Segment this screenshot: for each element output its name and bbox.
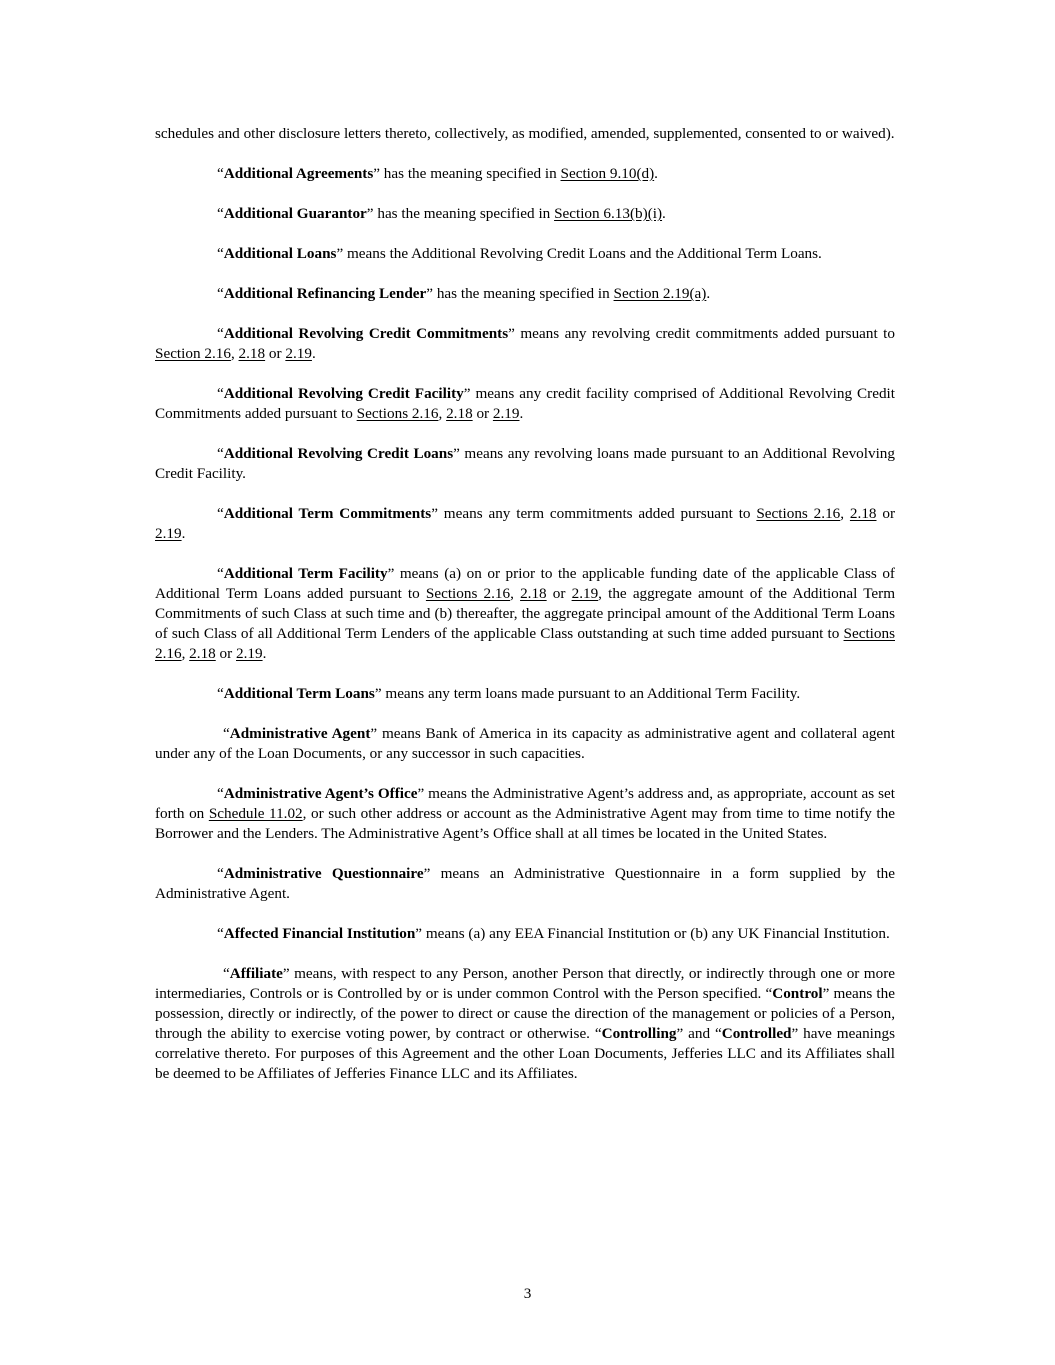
defined-term: Additional Agreements [223,165,374,182]
definition-text: , [181,645,190,662]
definition-additional-loans: “Additional Loans” means the Additional Revolving Credit Loans and the Additional Term Loans. [217,245,822,262]
definition-text: means the Administrative Agent’s address and, as appropriate, account as set forth on [155,785,895,822]
definition-text: means any term commitments added pursuant to [437,505,757,522]
definition-administrative-agent: “Administrative Agent” means Bank of America in its capacity as administrative agent and collateral agent under any of the Loan Documents, or any successor in such capacities. [155,725,895,762]
definition-additional-refinancing-lender: “Additional Refinancing Lender” has the meaning specified in Section 2.19(a). [217,285,711,302]
section-reference: Section 9.10(d) [560,165,655,182]
defined-term: Affected Financial Institution [223,925,416,942]
definition-text: . [654,165,658,182]
definition-text: . [706,285,711,302]
schedule-reference: Schedule 11.02 [208,805,303,822]
definition-text: or [546,585,572,602]
definition-affiliate: “Affiliate” means, with respect to any Person, another Person that directly, or indirectly through one or more intermediaries, Controls or is Controlled by or is under common Control with the Person specified. “Control” means the possession, directly or indirectly, of the power to direct or cause the direction of the management or policies of a Person, through the ability to exercise voting power, by contract or otherwise. “Controlling” and “Controlled” have meanings correlative thereto. For purposes of this Agreement and the other Loan Documents, Jefferies LLC and its Affiliates shall be deemed to be Affiliates of Jefferies Finance LLC and its Affiliates. [155,965,895,1082]
section-reference: 2.18 [238,345,266,362]
definition-text: or [472,405,493,422]
section-reference: Section 2.16 [155,345,231,362]
defined-term: Additional Guarantor [223,205,367,222]
definition-text: , [230,345,239,362]
section-reference: Sections 2.16 [356,405,439,422]
definition-text: . [662,205,666,222]
definition-text: ” means the possession, directly or indirectly, of the power to direct or cause the direction of the management or policies of a Person, through the ability to exercise voting power, by contract or otherwise. “ [155,985,895,1042]
definition-additional-term-commitments: “Additional Term Commitments” means any term commitments added pursuant to Sections 2.16, 2.18 or 2.19. [155,505,895,542]
definition-administrative-questionnaire: “Administrative Questionnaire” means an Administrative Questionnaire in a form supplied by the Administrative Agent. [155,865,895,902]
definition-text: or [265,345,286,362]
definition-text: has the meaning specified in [373,205,555,222]
defined-term: Administrative Questionnaire [223,865,424,882]
definition-additional-term-loans: “Additional Term Loans” means any term loans made pursuant to an Additional Term Facility. [217,685,801,702]
defined-term: Additional Revolving Credit Facility [223,385,464,402]
definition-text: means (a) any EEA Financial Institution or (b) any UK Financial Institution. [422,925,890,942]
defined-term: Additional Refinancing Lender [223,285,427,302]
definition-text: means the Additional Revolving Credit Loans and the Additional Term Loans. [343,245,822,262]
defined-term: Administrative Agent [229,725,371,742]
section-reference: Sections 2.16 [155,625,895,662]
definition-additional-revolving-credit-loans: “Additional Revolving Credit Loans” means any revolving loans made pursuant to an Additional Revolving Credit Facility. [155,445,895,482]
defined-term: Controlling [601,1025,677,1042]
section-reference: Sections 2.16 [756,505,841,522]
defined-term: Affiliate [229,965,283,982]
section-reference: 2.19 [492,405,520,422]
defined-term: Additional Term Loans [223,685,375,702]
definition-text: means, with respect to any Person, another Person that directly, or indirectly through one or more intermediaries, Controls or is Controlled by or is under common Control with the Person specified. “ [155,965,895,1002]
definition-text: means (a) on or prior to the applicable funding date of the applicable Class of Additional Term Loans added pursuant to [155,565,895,602]
defined-term: Administrative Agent’s Office [223,785,418,802]
defined-term: Additional Term Commitments [223,505,432,522]
section-reference: 2.19 [236,645,263,662]
definition-text: , the aggregate amount of the Additional Term Commitments of such Class at such time and (b) thereafter, the aggregate principal amount of the Additional Term Loans of such Class of all Additional Term Lenders of the applicable Class outstanding at such time added pursuant to [155,585,896,642]
definition-additional-agreements: “Additional Agreements” has the meaning specified in Section 9.10(d). [217,165,658,182]
definition-affected-financial-institution: “Affected Financial Institution” means (a) any EEA Financial Institution or (b) any UK Financial Institution. [217,925,890,942]
section-reference: 2.18 [189,645,216,662]
section-reference: Section 2.19(a) [613,285,707,302]
definition-text: or [876,505,895,522]
section-reference: 2.18 [446,405,473,422]
definition-text: , or such other address or account as the Administrative Agent may from time to time notify the Borrower and the Lenders. The Administrative Agent’s Office shall at all times be located in the United States. [155,805,895,842]
definition-text: , [840,505,850,522]
defined-term: Additional Term Facility [223,565,388,582]
defined-term: Controlled [721,1025,792,1042]
definition-text: means any credit facility comprised of Additional Revolving Credit Commitments added pursuant to [155,385,895,422]
definition-text: means Bank of America in its capacity as administrative agent and collateral agent under any of the Loan Documents, or any successor in such capacities. [155,725,895,762]
section-reference: 2.18 [849,505,877,522]
section-reference: Section 6.13(b)(i) [554,205,663,222]
continuation-paragraph: schedules and other disclosure letters thereto, collectively, as modified, amended, supplemented, consented to or waived). [155,125,895,142]
definition-text: . [519,405,524,422]
section-reference: 2.19 [155,525,182,542]
definition-additional-revolving-credit-commitments: “Additional Revolving Credit Commitments” means any revolving credit commitments added pursuant to Section 2.16, 2.18 or 2.19. [155,325,895,362]
definition-text: ” and “ [676,1025,722,1042]
definition-text: has the meaning specified in [380,165,561,182]
section-reference: 2.19 [285,345,312,362]
definition-text: means any revolving loans made pursuant to an Additional Revolving Credit Facility. [155,445,895,482]
definition-text: has the meaning specified in [433,285,614,302]
defined-term: Additional Loans [223,245,337,262]
definition-text: means any revolving credit commitments added pursuant to [514,325,895,342]
definition-text: . [262,645,267,662]
definition-text: ” have meanings correlative thereto. For purposes of this Agreement and the other Loan Documents, Jefferies LLC and its Affiliates shall be deemed to be Affiliates of Jefferies Finance LLC and its Affiliates. [155,1025,895,1082]
defined-term: Additional Revolving Credit Loans [223,445,454,462]
definition-text: means any term loans made pursuant to an Additional Term Facility. [381,685,801,702]
definition-text: , [510,585,521,602]
definition-text: . [311,345,316,362]
section-reference: 2.18 [520,585,547,602]
defined-term: Additional Revolving Credit Commitments [223,325,509,342]
definition-additional-term-facility: “Additional Term Facility” means (a) on or prior to the applicable funding date of the applicable Class of Additional Term Loans added pursuant to Sections 2.16, 2.18 or 2.19, the aggregate amount of the Additional Term Commitments of such Class at such time and (b) thereafter, the aggregate principal amount of the Additional Term Loans of such Class of all Additional Term Lenders of the applicable Class outstanding at such time added pursuant to Sections 2.16, 2.18 or 2.19. [155,565,896,662]
definition-additional-revolving-credit-facility: “Additional Revolving Credit Facility” means any credit facility comprised of Additional Revolving Credit Commitments added pursuant to Sections 2.16, 2.18 or 2.19. [155,385,895,422]
definition-text: or [215,645,236,662]
document-page [155,124,895,1104]
definition-additional-guarantor: “Additional Guarantor” has the meaning specified in Section 6.13(b)(i). [217,205,666,222]
definition-text: , [438,405,447,422]
page-number: 3 [523,1285,532,1302]
definition-administrative-agents-office: “Administrative Agent’s Office” means the Administrative Agent’s address and, as appropriate, account as set forth on Schedule 11.02, or such other address or account as the Administrative Agent may from time to time notify the Borrower and the Lenders. The Administrative Agent’s Office shall at all times be located in the United States. [155,785,895,842]
section-reference: 2.19 [571,585,599,602]
defined-term: Control [772,985,823,1002]
definition-text: means an Administrative Questionnaire in a form supplied by the Administrative Agent. [155,865,895,902]
definition-text: . [181,525,186,542]
section-reference: Sections 2.16 [425,585,511,602]
